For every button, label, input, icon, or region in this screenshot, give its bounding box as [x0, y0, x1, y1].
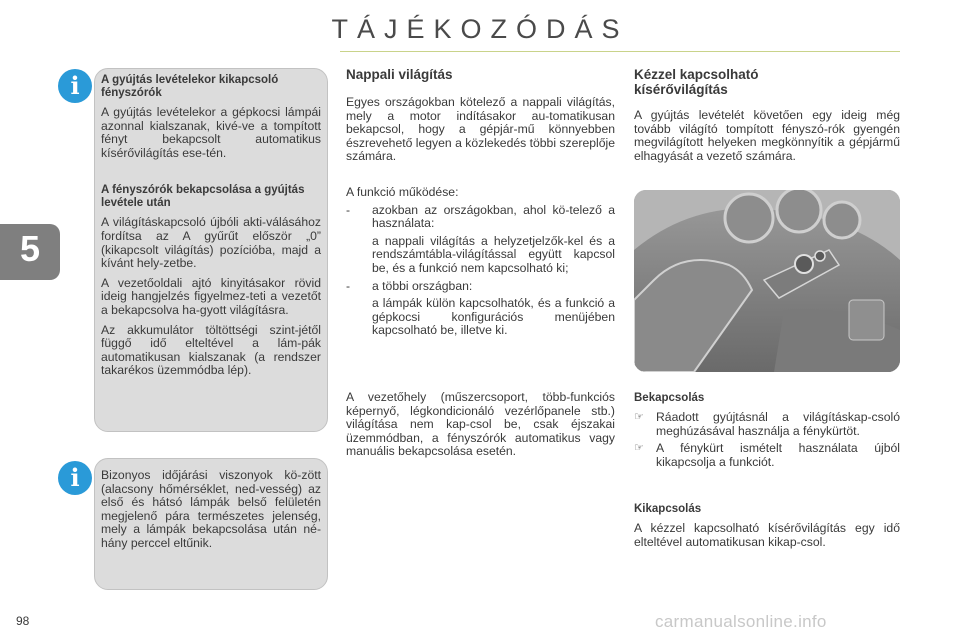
manual-guide-intro: A gyújtás levételét követően egy ideig még tovább világító tompított fényszó-rók gyengén megvilágított helyeken megkönnyítik a gépjármű elhagyását a vezető számára. — [634, 108, 900, 163]
list-item-text: a többi országban: — [372, 278, 473, 293]
list-item — [346, 204, 615, 231]
switch-off-text: A kézzel kapcsolható kísérővilágítás egy idő elteltével automatikusan kikap-csol. — [634, 521, 900, 549]
list-item-text: azokban az országokban, ahol kö-telező a használata: — [372, 202, 615, 231]
info-paragraph: A gyújtás levételekor a gépkocsi lámpái azonnal kialszanak, kivé-ve a tompított fényt bekapcsolt automatikus kísérővilágítás ese-tén. — [101, 105, 321, 160]
manual-guide-section — [634, 67, 900, 163]
watermark: carmanualsonline.info — [655, 612, 827, 631]
dashboard-lighting-note: A vezetőhely (műszercsoport, több-funkciós képernyő, légkondicionáló vezérlőpanele stb.) világítása nem kap-csol be, csak éjszakai üzemmódban, a fényszórók automatikus vagy manuális bekapcsolása esetén. — [346, 390, 615, 459]
daytime-function-label: A funkció működése: — [346, 184, 459, 199]
list-item-detail: a lámpák külön kapcsolhatók, és a funkció a gépkocsi konfigurációs menüjében kapcsolható be, illetve ki. — [372, 296, 615, 338]
info-box-headlamps-content — [101, 74, 321, 384]
info-heading-ignition-off: A gyújtás levételekor kikapcsoló fényszórók — [101, 74, 279, 99]
pointing-hand-icon: ☞ — [634, 442, 644, 455]
section-subtitle-switch-on: Bekapcsolás — [634, 392, 705, 404]
list-item — [634, 411, 900, 438]
list-item — [634, 442, 900, 469]
light-switch-illustration — [634, 190, 900, 372]
section-title-manual-guide: Kézzel kapcsolható kísérővilágítás — [634, 67, 759, 97]
header-divider — [340, 51, 900, 52]
list-item-text: Ráadott gyújtásnál a világításkap-csoló meghúzásával használja a fénykürtöt. — [656, 410, 900, 438]
info-paragraph: A világításkapcsoló újbóli akti-válásához fordítsa az A gyűrűt először „0” (kikapcsolt világítás) pozícióba, majd a kívánt hely-zetbe. — [101, 215, 321, 271]
info-paragraph: A vezetőoldali ajtó kinyitásakor rövid ideig hangjelzés figyelmez-teti a vezetőt a bekapcsolva ha-gyott világításra. — [101, 275, 321, 317]
list-item-text: A fénykürt ismételt használata újból kikapcsolja a funkciót. — [656, 441, 900, 469]
list-dash: - — [346, 278, 351, 293]
info-icon: i — [58, 461, 92, 495]
chapter-number: 5 — [19, 228, 41, 269]
info-text-block — [101, 106, 321, 160]
list-item-detail: a nappali világítás a helyzetjelzők-kel és a rendszámtábla-világítással együtt kapcsol be, és a funkció nem kapcsolható ki; — [372, 233, 615, 275]
section-subtitle-switch-off: Kikapcsolás — [634, 503, 702, 515]
list-dash: - — [346, 202, 351, 217]
daytime-lights-section — [346, 67, 615, 338]
section-title-daytime: Nappali világítás — [346, 67, 453, 82]
info-icon: i — [58, 69, 92, 103]
manual-guide-off — [634, 503, 900, 549]
manual-guide-controls — [634, 392, 900, 473]
info-text-block — [101, 216, 321, 378]
info-condensation-text: Bizonyos időjárási viszonyok kö-zött (alacsony hőmérséklet, ned-vesség) az első és hátsó lámpák belső felületén megjelenő pára természetes jelenség, mely a lámpák bekapcsolása után né-hány perccel eltűnik. — [101, 468, 321, 550]
daytime-intro: Egyes országokban kötelező a nappali világítás, mely a motor indításakor au-tomatikusan bekapcsol, hogy a gépjár-mű könnyebben észrevehető legyen a közlekedés többi szereplője számára. — [346, 95, 615, 164]
pointing-hand-icon: ☞ — [634, 411, 644, 423]
page-number: 98 — [16, 614, 30, 628]
info-heading-lights-after: A fényszórók bekapcsolása a gyújtás levétele után — [101, 184, 305, 210]
page-header-title: TÁJÉKOZÓDÁS — [331, 14, 629, 44]
list-item — [346, 280, 615, 294]
info-paragraph: Az akkumulátor töltöttségi szint-jétől függő idő elteltével a lám-pák automatikusan kialszanak (a rendszer takarékos üzemmódba lép). — [101, 322, 321, 378]
